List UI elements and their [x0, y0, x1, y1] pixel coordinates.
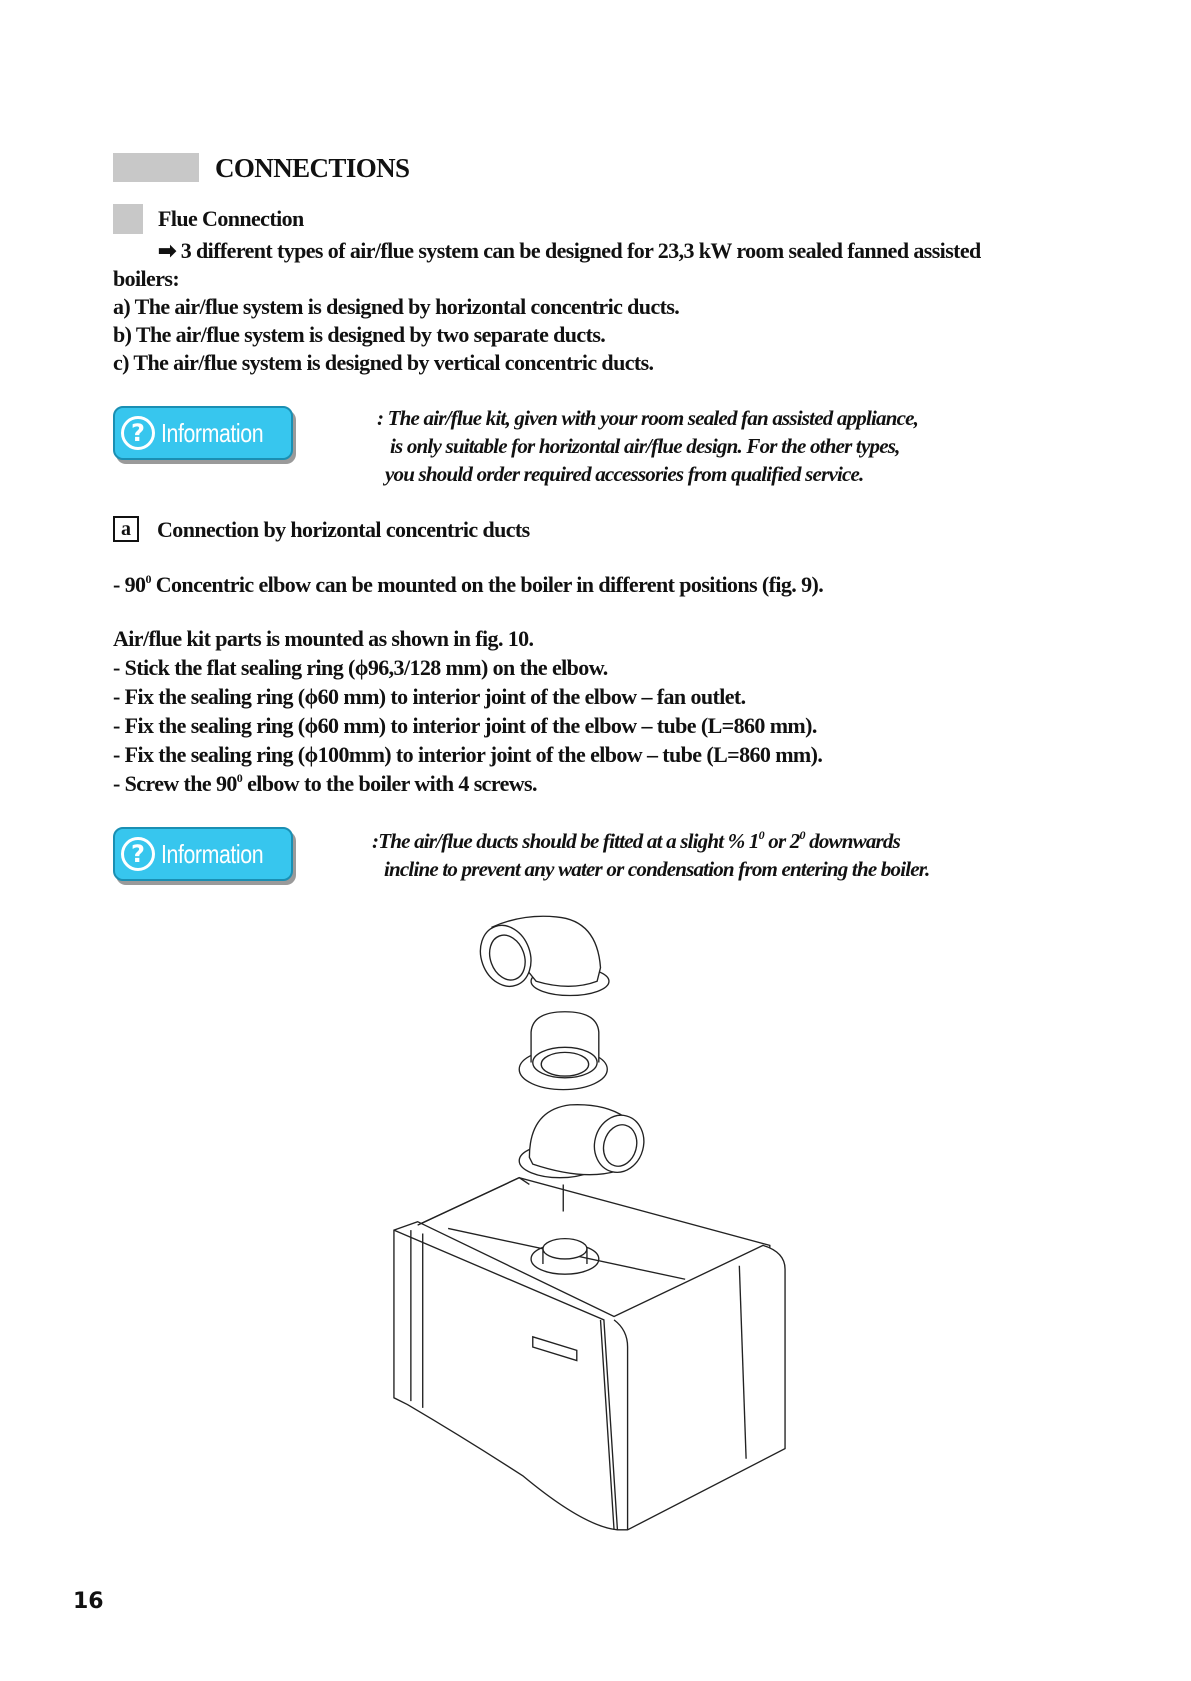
subsection-title: Flue Connection: [158, 206, 304, 231]
subsection-marker: [113, 204, 143, 234]
step-5: - Screw the $90^0$ elbow to the boiler with 4 screws.: [113, 771, 537, 796]
subsection-a-title: Connection by horizontal concentric ducts: [157, 517, 530, 542]
step-3: - Fix the sealing ring (ϕ60 mm) to interior joint of the elbow – tube (L=860 mm).: [113, 713, 817, 738]
info1-line3: you should order required accessories from qualified service.: [385, 462, 864, 486]
air-flue-kit-figure: [380, 900, 800, 1540]
type-c: c) The air/flue system is designed by vertical concentric ducts.: [113, 350, 654, 375]
info1-line1: : The air/flue kit, given with your room sealed fan assisted appliance,: [377, 406, 919, 430]
info1-line2: is only suitable for horizontal air/flue design. For the other types,: [390, 434, 900, 458]
step-2: - Fix the sealing ring (ϕ60 mm) to interior joint of the elbow – fan outlet.: [113, 684, 746, 709]
info2-line1: :The air/flue ducts should be fitted at a slight % $1^0$ or $2^0$ downwards: [372, 828, 900, 853]
information-label: Information: [161, 838, 264, 869]
bottom-elbow: [519, 1105, 650, 1178]
sealing-ring: [519, 1012, 607, 1090]
type-a: a) The air/flue system is designed by horizontal concentric ducts.: [113, 294, 680, 319]
intro-cont: boilers:: [113, 266, 180, 291]
page-number: 16: [73, 1589, 104, 1614]
information-badge-2: [113, 827, 293, 881]
intro-line: ➡ 3 different types of air/flue system can be designed for 23,3 kW room sealed fanned assisted: [158, 238, 981, 263]
step-1: - Stick the flat sealing ring (ϕ96,3/128 mm) on the elbow.: [113, 655, 608, 680]
question-icon: ?: [121, 416, 155, 450]
subsection-a-badge: a: [113, 516, 139, 542]
question-icon: ?: [121, 837, 155, 871]
elbow-line: - $90^0$ Concentric elbow can be mounted on the boiler in different positions (fig. 9).: [113, 572, 824, 597]
top-elbow: [472, 916, 609, 995]
kit-intro: Air/flue kit parts is mounted as shown in fig. 10.: [113, 626, 534, 651]
section-marker: [113, 153, 199, 182]
information-badge: [113, 406, 293, 460]
step-4: - Fix the sealing ring (ϕ100mm) to interior joint of the elbow – tube (L=860 mm).: [113, 742, 823, 767]
information-label: Information: [161, 417, 264, 448]
section-title: CONNECTIONS: [215, 153, 410, 183]
boiler-unit: [394, 1178, 785, 1530]
right-arrow-icon: ➡: [158, 238, 176, 263]
type-b: b) The air/flue system is designed by two separate ducts.: [113, 322, 606, 347]
info2-line2: incline to prevent any water or condensation from entering the boiler.: [384, 857, 930, 881]
